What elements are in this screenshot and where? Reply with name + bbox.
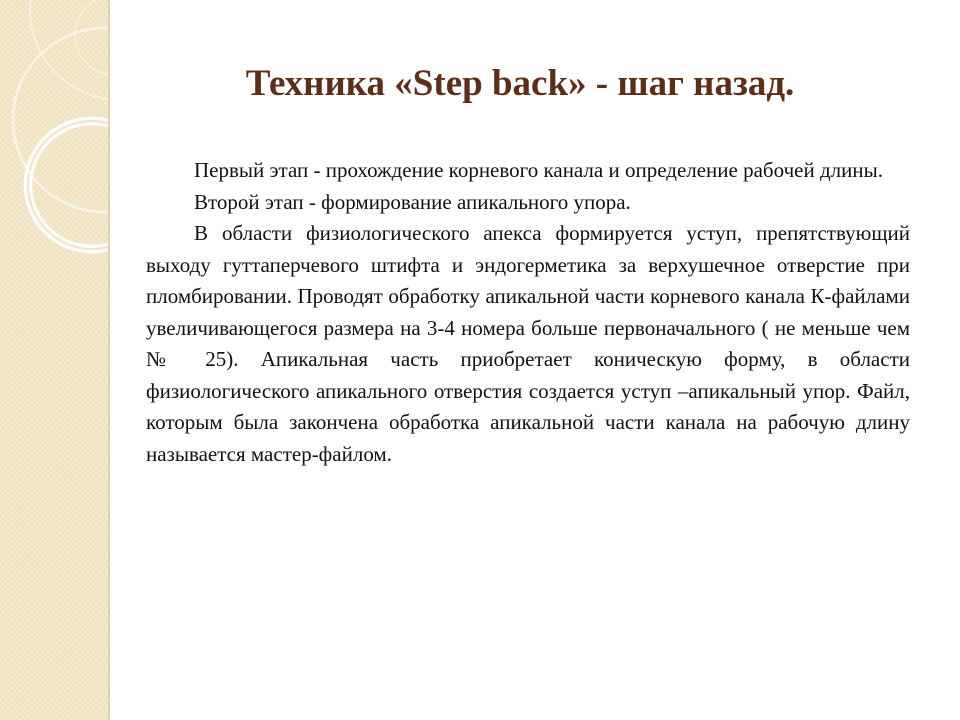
slide-title: Техника «Step back» - шаг назад. [245,63,795,104]
side-divider [108,0,110,720]
slide-body [146,155,910,470]
paragraph-stage-two: Второй этап - формирование апикального упора. [194,189,631,214]
paragraph-apical-stop: В области физиологического апекса формируется уступ, препятствующий выходу гуттаперчевого штифта и эндогерметика за верхушечное отверстие при пломбировании. Проводят обработку апикальной части корневого канала К-файлами увеличивающегося размера на 3-4 номера больше первоначального ( не меньше чем № 25). Апикальная часть приобретает коническую форму, в области физиологического апикального отверстия создается уступ –апикальный упор. Файл, которым была закончена обработка апикальной части канала на рабочую длину называется мастер-файлом. [146,221,910,466]
paragraph-stage-one: Первый этап - прохождение корневого канала и определение рабочей длины. [194,158,883,182]
decorative-circles-icon [0,0,108,720]
decorative-side-panel [0,0,108,720]
